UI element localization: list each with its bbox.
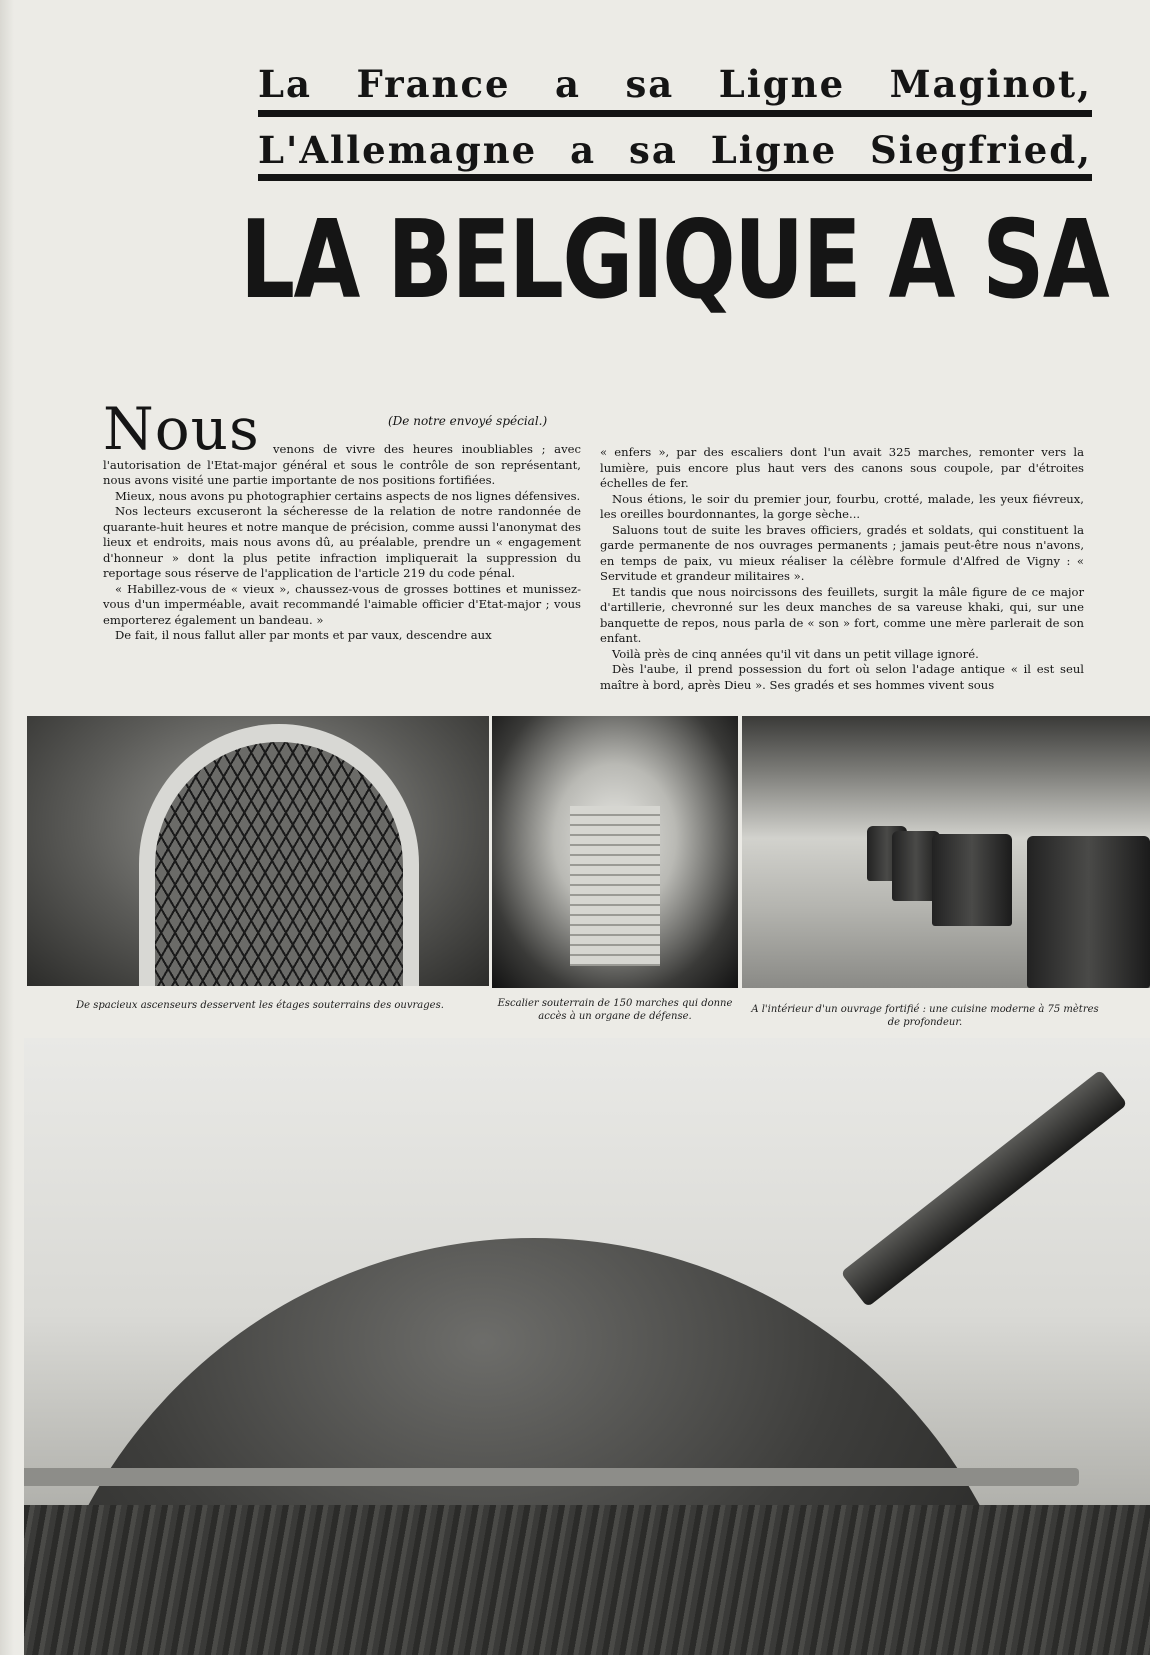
underground-kitchen-photo (742, 716, 1150, 988)
underground-staircase-photo (492, 716, 738, 988)
paragraph: Mieux, nous avons pu photographier certains aspects de nos lignes défensives. (115, 488, 581, 503)
paragraph: « Habillez-vous de « vieux », chaussez-vous de grosses bottines et munissez-vous d'un imperméable, avait recommandé l'aimable officier d'Etat-major ; vous emporterez également un bandeau. » (103, 581, 581, 627)
headline-rule-1 (258, 110, 1092, 117)
paragraph: Voilà près de cinq années qu'il vit dans un petit village ignoré. (612, 646, 979, 661)
page-edge (0, 0, 14, 1655)
headline-line-2: L'Allemagne a sa Ligne Siegfried, (258, 128, 1092, 172)
paragraph: Dès l'aube, il prend possession du fort où selon l'adage antique « il est seul maître à bord, après Dieu ». Ses gradés et ses hommes vivent sous (600, 662, 1084, 692)
dome-rim (24, 1468, 1079, 1486)
paragraph: Et tandis que nous noircissons des feuillets, surgit la mâle figure de ce major d'artillerie, chevronné sur les deux manches de sa vareuse khaki, qui, sur une banquette de repos, nous parla de « son » fort, comme une mère parlerait de son enfant. (600, 584, 1084, 645)
paragraph: « enfers », par des escaliers dont l'un avait 325 marches, remonter vers la lumière, puis encore plus haut vers des canons sous coupole, par d'étroites échelles de fer. (600, 445, 1084, 490)
main-title: LA BELGIQUE A SA (240, 198, 1109, 323)
cooking-pot (932, 834, 1012, 926)
stairs (570, 806, 660, 966)
gun-barrel (840, 1069, 1127, 1307)
paragraph: venons de vivre des heures inoubliables ; avec l'autorisation de l'Etat-major général et sous le contrôle de son représentant, nous avons visité une partie importante de nos positions fortifiées. (103, 442, 581, 487)
elevator-gate-photo (27, 716, 489, 986)
paragraph: Saluons tout de suite les braves officiers, gradés et soldats, qui constituent la garde permanente de nos ouvrages permanents ; jamais peut-être nous n'avons, en temps de paix, vu mieux réaliser la célèbre formule d'Alfred de Vigny : « Servitude et grandeur militaires ». (600, 522, 1084, 583)
cooking-pot (1027, 836, 1150, 988)
photo-caption-elevators: De spacieux ascenseurs desservent les étages souterrains des ouvrages. (76, 1000, 444, 1011)
article-column-2 (600, 445, 1084, 693)
photo-caption-staircase: Escalier souterrain de 150 marches qui donne accès à un organe de défense. (497, 998, 733, 1022)
paragraph: De fait, il nous fallut aller par monts et par vaux, descendre aux (115, 628, 492, 642)
paragraph: Nos lecteurs excuseront la sécheresse de la relation de notre randonnée de quarante-huit heures et notre manque de précision, comme aussi l'anonymat des lieux et endroits, mais nous avons dû, au préalable, prendre un « engagement d'honneur » dont la plus petite infraction impliquerait la suppression du reportage sous réserve de l'application de l'article 219 du code pénal. (103, 504, 581, 580)
drop-cap-word: Nous (103, 395, 260, 463)
headline-rule-2 (258, 174, 1092, 181)
ground (24, 1505, 1150, 1655)
article-column-1 (103, 442, 581, 644)
byline: (De notre envoyé spécial.) (388, 414, 548, 428)
headline-line-1: La France a sa Ligne Maginot, (258, 62, 1092, 106)
paragraph: Nous étions, le soir du premier jour, fourbu, crotté, malade, les yeux fiévreux, les oreilles bourdonnantes, la gorge sèche... (600, 491, 1084, 521)
elevator-gate (155, 742, 403, 986)
photo-caption-kitchen: A l'intérieur d'un ouvrage fortifié : une cuisine moderne à 75 mètres de profondeur. (751, 1004, 1099, 1028)
gun-cupola-photo (24, 1038, 1150, 1655)
